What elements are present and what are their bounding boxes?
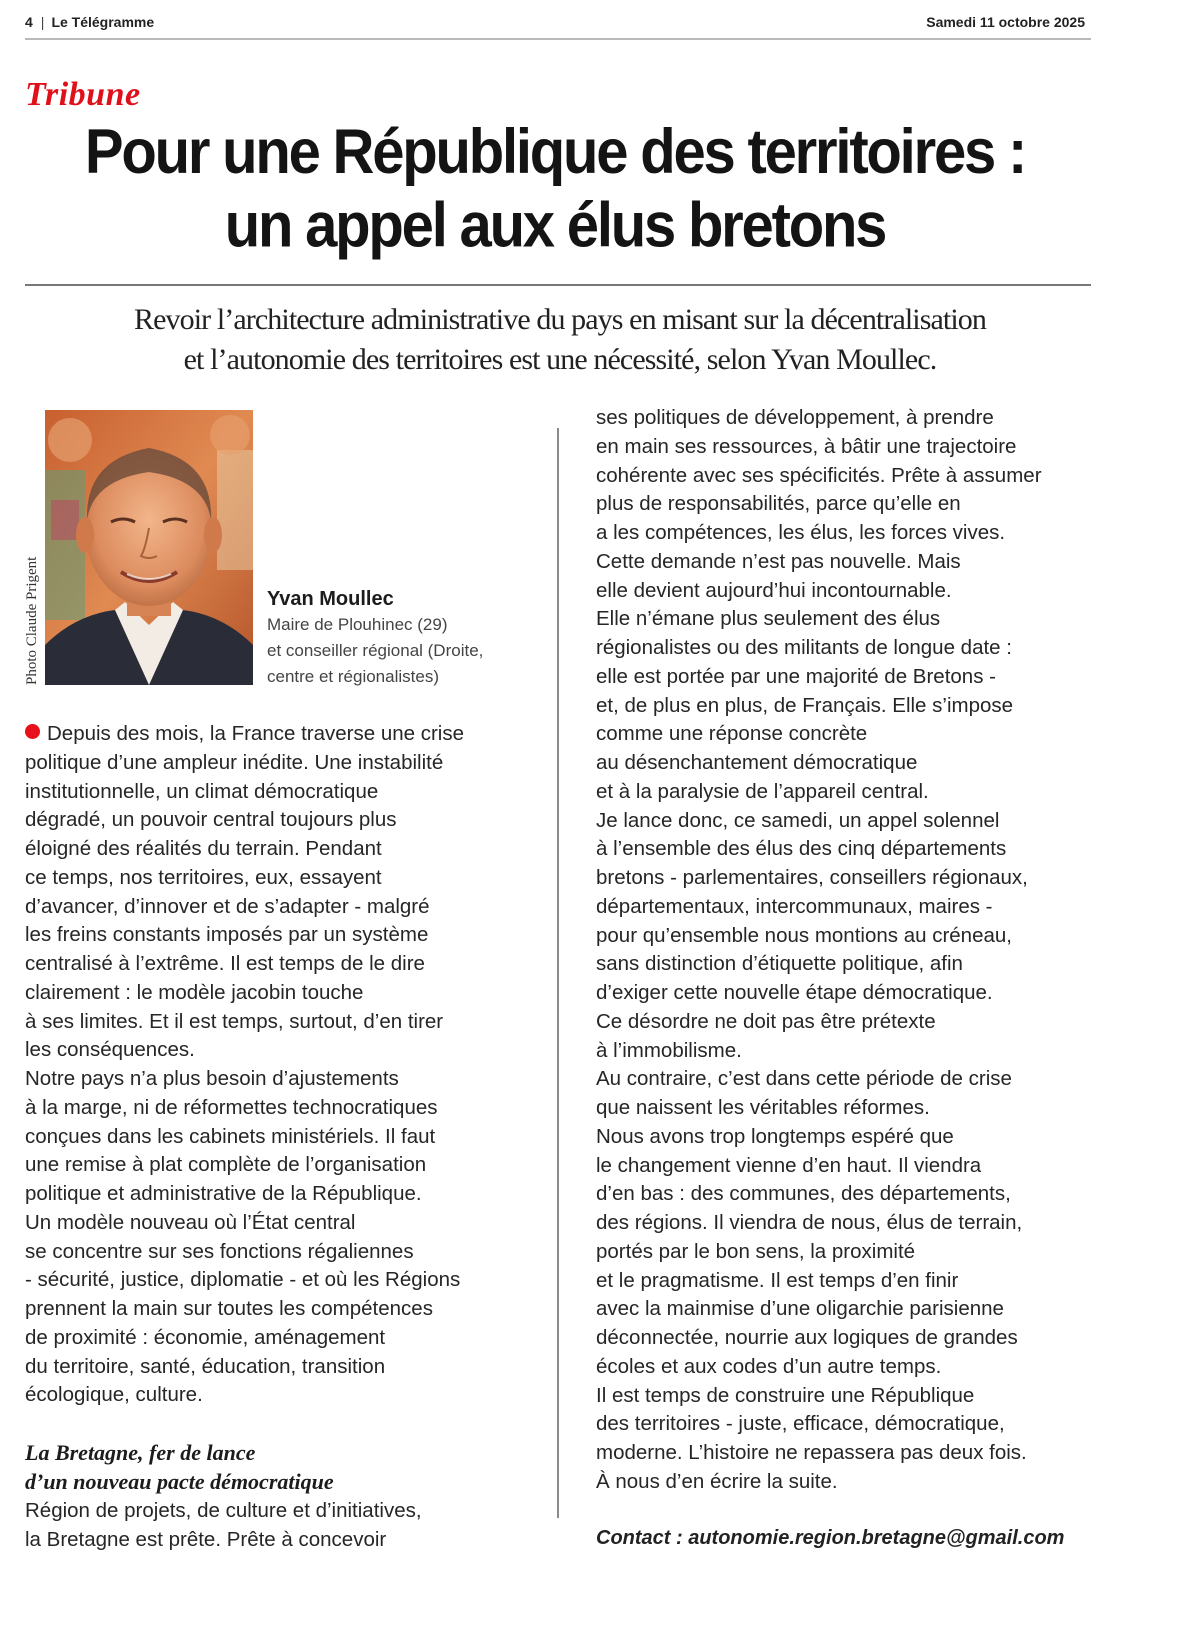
body-line: les freins constants imposés par un système [25,923,429,947]
body-line-text: Depuis des mois, la France traverse une crise [47,722,465,745]
photo-credit: Photo Claude Prigent [24,556,40,685]
body-line: portés par le bon sens, la proximité [596,1239,916,1263]
contact-email-link[interactable]: Contact : autonomie.region.bretagne@gmail.com [596,1527,1065,1549]
body-line [25,720,545,749]
body-line: Au contraire, c’est dans cette période de crise [596,1067,1012,1091]
body-line: en main ses ressources, à bâtir une trajectoire [596,434,1017,458]
author-name: Yvan Moullec [267,588,394,610]
body-line: À nous d’en écrire la suite. [596,1469,838,1493]
body-line: Ce désordre ne doit pas être prétexte [596,1009,936,1033]
author-block [267,586,547,690]
body-line: Je lance donc, ce samedi, un appel solennel [596,808,1000,832]
author-role-line: Maire de Plouhinec (29) [267,615,448,634]
red-bullet-icon [25,724,40,739]
header-rule [25,38,1091,40]
column-divider [557,428,559,1518]
body-line: à la marge, ni de réformettes technocratiques [25,1095,438,1119]
body-line: a les compétences, les élus, les forces vives. [596,521,1006,544]
body-line: - sécurité, justice, diplomatie - et où les Régions [25,1268,461,1292]
body-line: à l’ensemble des élus des cinq départements [596,837,1007,861]
body-line: et, de plus en plus, de Français. Elle s’impose [596,693,1014,717]
standfirst-line: Revoir l’architecture administrative du pays en misant sur la décentralisation [134,303,986,336]
page-number: 4 [25,14,33,30]
body-line: la Bretagne est prête. Prête à concevoir [25,1527,387,1551]
body-line: une remise à plat complète de l’organisation [25,1153,427,1177]
body-line: ses politiques de développement, à prendre [596,406,994,429]
body-line: institutionnelle, un climat démocratique [25,779,379,803]
body-line: que naissent les véritables réformes. [596,1096,930,1119]
body-line: pour qu’ensemble nous montions au créneau, [596,923,1012,947]
headline-line: un appel aux élus bretons [224,190,886,261]
body-line: éloigné des réalités du terrain. Pendant [25,837,382,860]
body-line: des territoires - juste, efficace, démocratique, [596,1412,1005,1436]
body-line: cohérente avec ses spécificités. Prête à assumer [596,463,1042,487]
portrait-image [45,410,253,685]
publication-name: Le Télégramme [51,14,155,30]
body-line: conçues dans les cabinets ministériels. Il faut [25,1124,436,1148]
headline-rule [25,284,1091,286]
body-line: des régions. Il viendra de nous, élus de terrain, [596,1211,1023,1234]
body-line: à ses limites. Et il est temps, surtout, d’en tirer [25,1009,444,1033]
body-line: centralisé à l’extrême. Il est temps de le dire [25,952,425,975]
subheading [25,1439,545,1496]
body-line: se concentre sur ses fonctions régaliennes [25,1239,414,1263]
subheading-line: d’un nouveau pacte démocratique [25,1468,334,1494]
body-line: d’avancer, d’innover et de s’adapter - malgré [25,894,430,918]
body-line: sans distinction d’étiquette politique, afin [596,952,963,976]
body-line: Un modèle nouveau où l’État central [25,1210,356,1234]
body-line: clairement : le modèle jacobin touche [25,980,364,1004]
body-line: d’en bas : des communes, des départements, [596,1182,1011,1206]
body-line: les conséquences. [25,1038,195,1062]
body-line: elle devient aujourd’hui incontournable. [596,578,952,602]
body-line: de proximité : économie, aménagement [25,1325,386,1349]
section-kicker: Tribune [25,76,141,113]
body-line: prennent la main sur toutes les compétences [25,1297,433,1320]
author-role-line: centre et régionalistes) [267,667,439,686]
body-line: politique et administrative de la République. [25,1182,422,1205]
body-line: départementaux, intercommunaux, maires - [596,894,993,918]
body-column-right [596,404,1096,1497]
publication-date: Samedi 11 octobre 2025 [926,14,1085,30]
author-role-line: et conseiller régional (Droite, [267,641,484,660]
header-separator: | [40,14,45,30]
headline [0,116,1110,263]
author-photo [45,410,253,685]
body-line: et à la paralysie de l’appareil central. [596,779,929,803]
body-line: déconnectée, nourrie aux logiques de grandes [596,1326,1018,1349]
body-line: Nous avons trop longtemps espéré que [596,1124,954,1148]
body-line: politique d’une ampleur inédite. Une instabilité [25,750,444,774]
body-line: moderne. L’histoire ne repassera pas deux fois. [596,1441,1027,1464]
body-line: plus de responsabilités, parce qu’elle en [596,492,961,516]
standfirst [20,300,1100,380]
body-line: le changement vienne d’en haut. Il viendra [596,1153,982,1177]
body-line: bretons - parlementaires, conseillers régionaux, [596,866,1028,889]
body-line: comme une réponse concrète [596,722,868,746]
body-line: régionalistes ou des militants de longue date : [596,636,1012,659]
page-header-left [25,14,154,30]
headline-line: Pour une République des territoires : [84,117,1026,188]
body-line: au désenchantement démocratique [596,751,918,774]
body-line: d’exiger cette nouvelle étape démocratique. [596,981,993,1004]
body-line: et le pragmatisme. Il est temps d’en finir [596,1268,959,1292]
body-line: écologique, culture. [25,1383,203,1407]
body-column-left [25,720,545,1410]
body-column-left-continued [25,1497,545,1555]
body-line: Elle n’émane plus seulement des élus [596,607,941,631]
body-line: ce temps, nos territoires, eux, essayent [25,865,382,889]
body-line: Il est temps de construire une République [596,1383,975,1407]
body-line: Notre pays n’a plus besoin d’ajustements [25,1067,399,1090]
body-line: Région de projets, de culture et d’initiatives, [25,1499,422,1522]
body-line: elle est portée par une majorité de Bretons - [596,664,996,688]
subheading-line: La Bretagne, fer de lance [25,1440,256,1465]
standfirst-line: et l’autonomie des territoires est une nécessité, selon Yvan Moullec. [183,343,937,376]
body-line: avec la mainmise d’une oligarchie parisienne [596,1297,1004,1321]
body-line: Cette demande n’est pas nouvelle. Mais [596,549,961,573]
body-line: du territoire, santé, éducation, transition [25,1354,386,1378]
body-line: dégradé, un pouvoir central toujours plus [25,808,397,832]
body-line: à l’immobilisme. [596,1038,742,1062]
body-line: écoles et aux codes d’un autre temps. [596,1354,942,1378]
